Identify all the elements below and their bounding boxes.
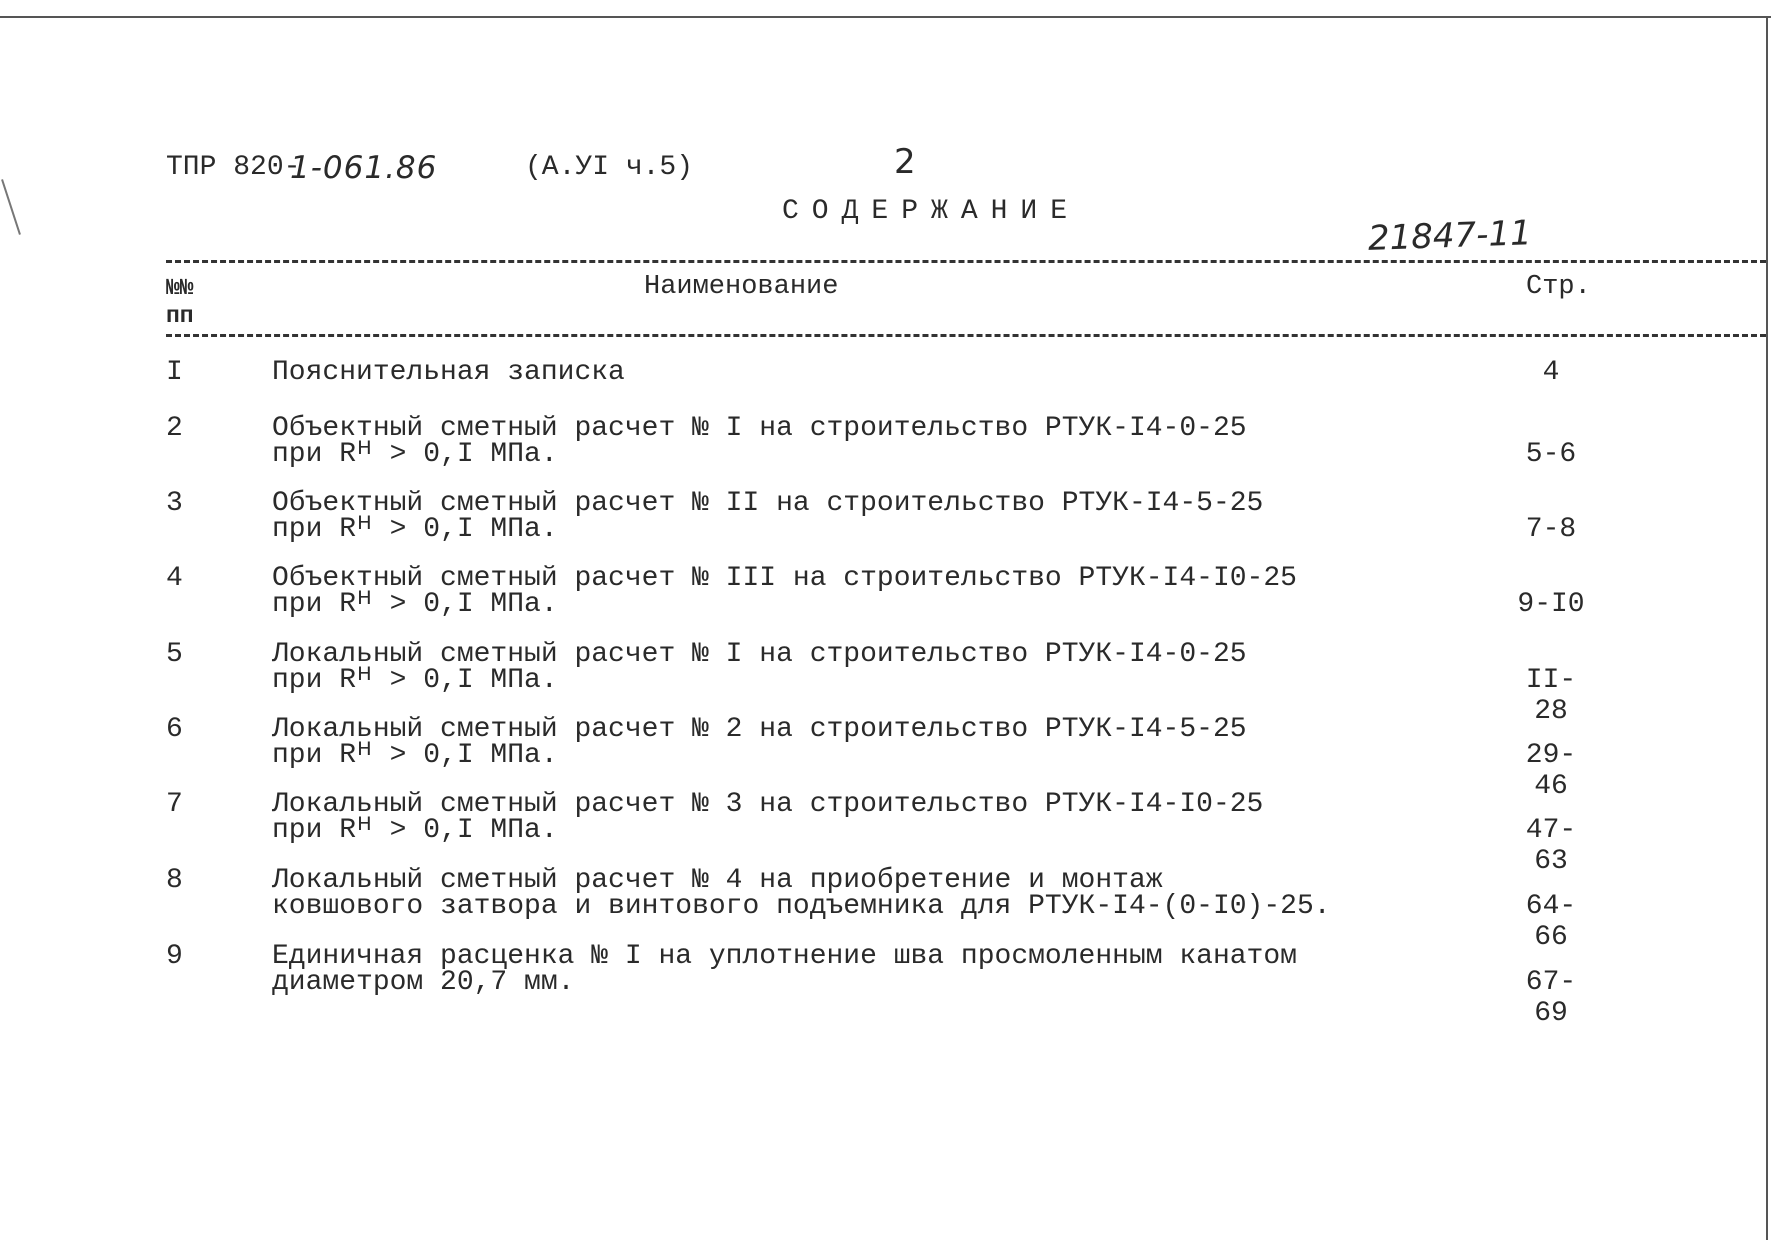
row-number: 4 [166, 563, 183, 594]
table-row [0, 789, 1771, 877]
row-title: Локальный сметный расчет № I на строительство РТУК-I4-0-25 [272, 639, 1247, 670]
table-row [0, 413, 1771, 483]
document-title: СОДЕРЖАНИЕ [782, 196, 1081, 227]
row-page-range: 67-69 [1525, 967, 1577, 1029]
row-title: Локальный сметный расчет № 3 на строительство РТУК-I4-I0-25 [272, 789, 1264, 820]
row-page-range: 7-8 [1525, 514, 1577, 545]
archive-number-handwritten: 21847-11 [1367, 213, 1533, 259]
row-number: 3 [166, 488, 183, 519]
row-page-range: 29-46 [1525, 740, 1577, 802]
row-title-continuation: при Rᴴ > 0,I МПа. [272, 665, 558, 696]
row-page-range: 9-I0 [1517, 589, 1585, 620]
row-number: 7 [166, 789, 183, 820]
row-number: 6 [166, 714, 183, 745]
row-title: Объектный сметный расчет № I на строительство РТУК-I4-0-25 [272, 413, 1247, 444]
row-page-range: 5-6 [1525, 439, 1577, 470]
row-number: 9 [166, 941, 183, 972]
row-number: 2 [166, 413, 183, 444]
row-number: 5 [166, 639, 183, 670]
row-title: Локальный сметный расчет № 4 на приобретение и монтаж [272, 865, 1163, 896]
row-page-range: 4 [1542, 357, 1560, 388]
table-row [0, 563, 1771, 633]
table-header-dashed-rule [166, 334, 1766, 337]
row-title-continuation: при Rᴴ > 0,I МПа. [272, 740, 558, 771]
row-page-range: 47-63 [1525, 815, 1577, 877]
row-number: 8 [166, 865, 183, 896]
table-top-dashed-rule [166, 260, 1766, 263]
column-header-name: Наименование [644, 272, 839, 302]
row-title: Единичная расценка № I на уплотнение шва просмоленным канатом [272, 941, 1297, 972]
row-title: Локальный сметный расчет № 2 на строительство РТУК-I4-5-25 [272, 714, 1247, 745]
row-title-continuation: при Rᴴ > 0,I МПа. [272, 439, 558, 470]
row-title-continuation: диаметром 20,7 мм. [272, 967, 575, 998]
row-title: Объектный сметный расчет № III на строительство РТУК-I4-I0-25 [272, 563, 1297, 594]
table-row [0, 639, 1771, 727]
column-header-page: Стр. [1526, 272, 1591, 302]
row-number: I [166, 357, 183, 388]
row-title: Пояснительная записка [272, 357, 625, 388]
row-title-continuation: ковшового затвора и винтового подъемника для РТУК-I4-(0-I0)-25. [272, 891, 1331, 922]
table-row [0, 865, 1771, 953]
scan-edge-mark [1, 179, 21, 235]
album-reference: (А.УI ч.5) [525, 152, 694, 183]
page-top-border [0, 16, 1771, 18]
document-code-handwritten: 1-061.86 [290, 150, 438, 186]
document-code-prefix: ТПР 820- [166, 152, 301, 183]
page-number: 2 [894, 142, 916, 182]
table-row [0, 714, 1771, 802]
row-title: Объектный сметный расчет № II на строительство РТУК-I4-5-25 [272, 488, 1264, 519]
row-page-range: II-28 [1525, 665, 1577, 727]
row-page-range: 64-66 [1525, 891, 1577, 953]
column-header-number: №№ пп [166, 275, 194, 329]
row-title-continuation: при Rᴴ > 0,I МПа. [272, 815, 558, 846]
table-row [0, 488, 1771, 558]
row-title-continuation: при Rᴴ > 0,I МПа. [272, 589, 558, 620]
row-title-continuation: при Rᴴ > 0,I МПа. [272, 514, 558, 545]
table-row [0, 941, 1771, 1029]
